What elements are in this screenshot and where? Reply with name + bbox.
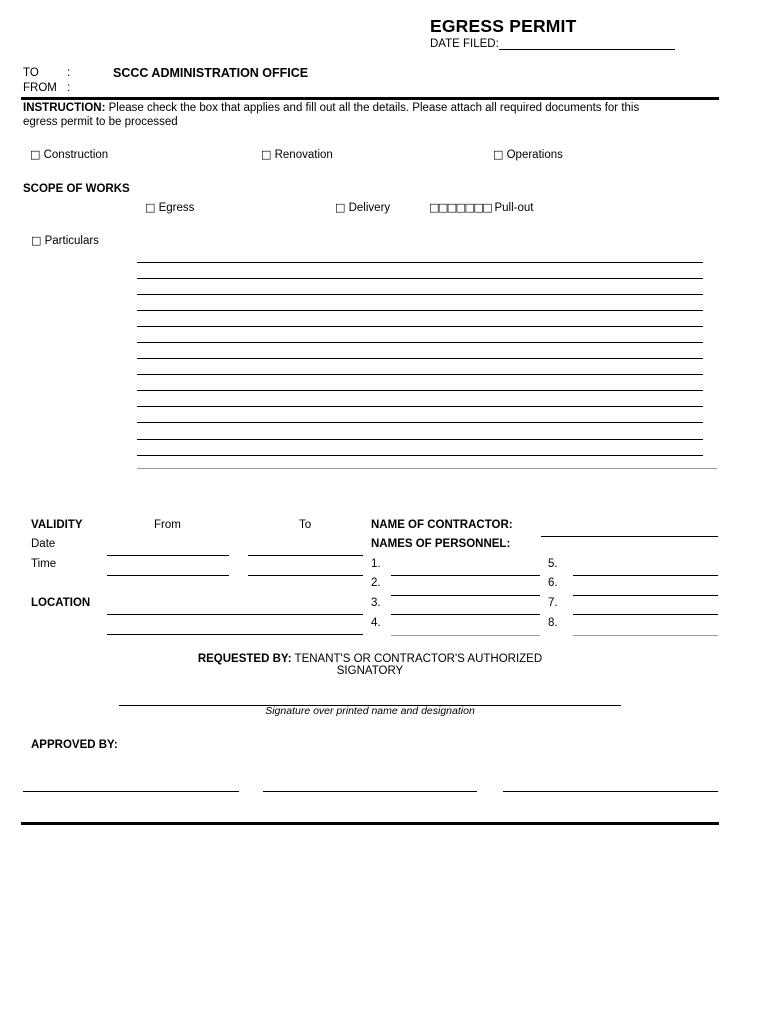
personnel-number: 5.: [548, 558, 558, 570]
particulars-line[interactable]: [137, 390, 703, 391]
option-construction[interactable]: [30, 148, 108, 161]
requested-by-label: REQUESTED BY:: [197, 653, 292, 665]
instruction-label: INSTRUCTION:: [23, 102, 106, 114]
particulars-line[interactable]: [137, 358, 703, 359]
requested-by-line1: [0, 653, 740, 665]
scope-pullout[interactable]: [429, 201, 533, 214]
signature-caption: Signature over printed name and designation: [265, 705, 475, 717]
personnel-number: 4.: [371, 617, 381, 629]
from-label: FROM: [23, 82, 57, 94]
from-colon: :: [67, 82, 71, 94]
date-filed-line[interactable]: [499, 49, 675, 50]
particulars-line[interactable]: [137, 422, 703, 423]
particulars-line[interactable]: [137, 278, 703, 279]
particulars-bottom-rule: [137, 468, 717, 469]
footer-rule: [21, 822, 719, 825]
personnel-field-8[interactable]: [573, 635, 718, 636]
personnel-number: 7.: [548, 597, 558, 609]
location-field-2[interactable]: [107, 634, 363, 635]
scope-delivery[interactable]: [335, 201, 390, 214]
scope-heading: SCOPE OF WORKS: [23, 183, 130, 195]
particulars-line[interactable]: [137, 406, 703, 407]
instruction-text-2: egress permit to be processed: [23, 116, 178, 128]
option-renovation-label: Renovation: [274, 149, 333, 161]
personnel-number: 3.: [371, 597, 381, 609]
requested-by-text-1: TENANT'S OR CONTRACTOR'S AUTHORIZED: [294, 653, 543, 665]
scope-egress-label: Egress: [158, 202, 195, 214]
personnel-number: 2.: [371, 577, 381, 589]
date-from-field[interactable]: [107, 555, 229, 556]
particulars-label: Particulars: [44, 235, 99, 247]
personnel-number: 6.: [548, 577, 558, 589]
particulars-line[interactable]: [137, 310, 703, 311]
personnel-field-4[interactable]: [391, 635, 540, 636]
particulars-line[interactable]: [137, 262, 703, 263]
to-label: TO: [23, 67, 39, 79]
requested-by-text-2: SIGNATORY: [336, 665, 404, 677]
scope-egress[interactable]: [145, 201, 194, 214]
personnel-field-5[interactable]: [573, 575, 718, 576]
option-operations-label: Operations: [506, 149, 563, 161]
validity-to-label: To: [299, 519, 312, 531]
particulars[interactable]: [31, 234, 99, 247]
option-construction-label: Construction: [43, 149, 109, 161]
checkbox-icon[interactable]: □□□□□□□: [429, 201, 492, 214]
particulars-line[interactable]: [137, 439, 703, 440]
approved-by-label: APPROVED BY:: [31, 739, 118, 751]
approver-signature-line-1[interactable]: [23, 791, 239, 792]
validity-from-label: From: [154, 519, 181, 531]
checkbox-icon[interactable]: □: [31, 234, 42, 247]
scope-delivery-label: Delivery: [348, 202, 391, 214]
option-operations[interactable]: [493, 148, 563, 161]
checkbox-icon[interactable]: □: [145, 201, 156, 214]
approver-signature-line-3[interactable]: [503, 791, 718, 792]
personnel-field-3[interactable]: [391, 614, 540, 615]
header-rule: [21, 97, 719, 100]
option-renovation[interactable]: [261, 148, 333, 161]
validity-heading: VALIDITY: [31, 519, 83, 531]
to-value: SCCC ADMINISTRATION OFFICE: [113, 66, 309, 80]
date-label: Date: [31, 538, 56, 550]
checkbox-icon[interactable]: □: [335, 201, 346, 214]
personnel-field-7[interactable]: [573, 614, 718, 615]
particulars-line[interactable]: [137, 342, 703, 343]
personnel-field-6[interactable]: [573, 595, 718, 596]
contractor-name-field[interactable]: [541, 536, 718, 537]
personnel-field-1[interactable]: [391, 575, 540, 576]
instruction-line1: [23, 102, 639, 114]
location-field-1[interactable]: [107, 614, 363, 615]
location-label: LOCATION: [31, 597, 91, 609]
particulars-line[interactable]: [137, 455, 703, 456]
time-to-field[interactable]: [248, 575, 363, 576]
personnel-number: 1.: [371, 558, 381, 570]
time-label: Time: [31, 558, 57, 570]
particulars-line[interactable]: [137, 294, 703, 295]
checkbox-icon[interactable]: □: [261, 148, 272, 161]
to-colon: :: [67, 67, 71, 79]
date-to-field[interactable]: [248, 555, 363, 556]
scope-pullout-label: Pull-out: [494, 202, 534, 214]
checkbox-icon[interactable]: □: [30, 148, 41, 161]
approver-signature-line-2[interactable]: [263, 791, 477, 792]
particulars-line[interactable]: [137, 326, 703, 327]
personnel-label: NAMES OF PERSONNEL:: [371, 538, 511, 550]
personnel-number: 8.: [548, 617, 558, 629]
time-from-field[interactable]: [107, 575, 229, 576]
contractor-name-label: NAME OF CONTRACTOR:: [371, 519, 513, 531]
checkbox-icon[interactable]: □: [493, 148, 504, 161]
date-filed-label: DATE FILED:: [430, 38, 499, 50]
instruction-text-1: Please check the box that applies and fill out all the details. Please attach all required documents for this: [108, 102, 640, 114]
document-title: EGRESS PERMIT: [430, 16, 577, 36]
personnel-field-2[interactable]: [391, 595, 540, 596]
particulars-line[interactable]: [137, 374, 703, 375]
